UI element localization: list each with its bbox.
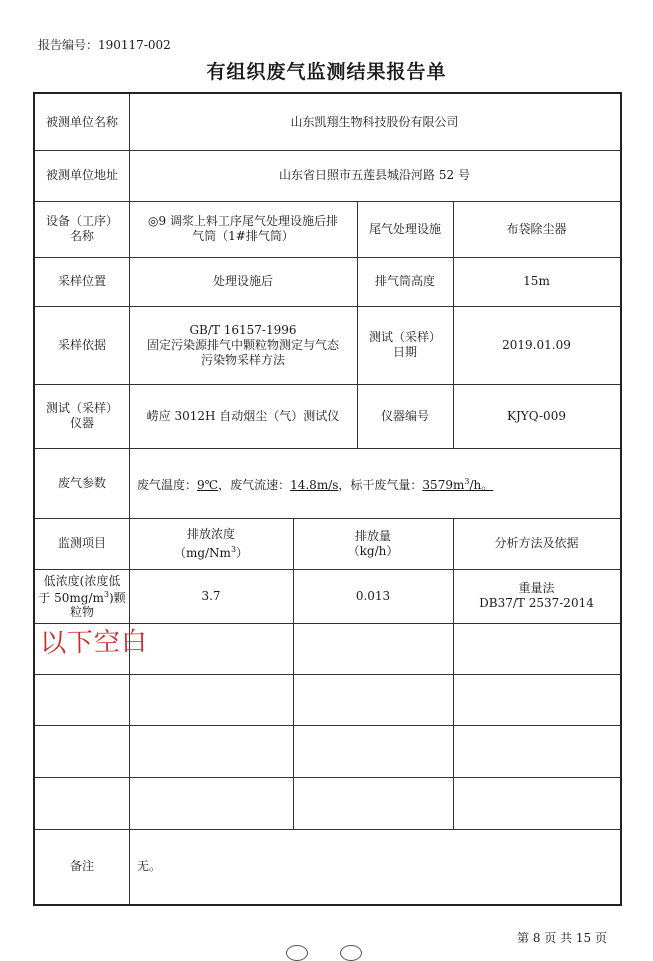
report-number: 报告编号：190117-002 (38, 38, 171, 52)
equipment-value-line1: ◎9 调浆上料工序尾气处理设施后排 (148, 214, 338, 228)
binding-hole-icon (286, 945, 308, 961)
equipment-label-line2: 名称 (69, 229, 94, 243)
emission-header-line2: （kg/h） (347, 543, 399, 558)
gas-flow-label: ，标干废气量： (338, 477, 423, 492)
unit-address-label: 被测单位地址 (45, 168, 118, 182)
gas-params-label: 废气参数 (57, 475, 106, 490)
row-divider (35, 674, 620, 675)
conc-header-line1: 排放浓度 (186, 526, 235, 541)
results-header-item: 监测项目 (57, 536, 106, 550)
results-header-concentration (129, 518, 293, 569)
test-date-value: 2019.01.09 (502, 337, 571, 352)
gas-speed-label: ，废气流速： (218, 477, 291, 492)
gas-flow-unit: /h。 (469, 477, 494, 492)
sampling-basis-label: 采样依据 (57, 337, 106, 352)
remarks-value: 无。 (137, 859, 162, 873)
gas-temp-value: 9℃ (197, 477, 219, 492)
unit-name-label: 被测单位名称 (45, 114, 118, 129)
sampling-basis-value (129, 306, 357, 384)
page-number: 第 8 页 共 15 页 (517, 931, 607, 945)
row-divider (35, 777, 620, 778)
row-divider (35, 725, 620, 726)
results-header-emission (293, 518, 453, 569)
unit-name-value: 山东凯翔生物科技股份有限公司 (290, 114, 459, 129)
result-item-line1: 低浓度(浓度低 (43, 573, 121, 588)
gas-flow-sup: 3 (464, 476, 470, 486)
instrument-label (35, 384, 129, 448)
equipment-label (35, 201, 129, 257)
gas-params-value (129, 448, 620, 518)
instrument-label-line2: 仪器 (69, 416, 94, 430)
result-method-line2: DB37/T 2537-2014 (479, 596, 594, 610)
result-item (35, 569, 129, 623)
instrument-label-line1: 测试（采样） (45, 401, 118, 415)
equipment-label-line1: 设备（工序） (45, 214, 118, 228)
instrument-number-value: KJYQ-009 (507, 408, 566, 423)
conc-header-close: ） (236, 545, 249, 560)
sampling-location-value: 处理设施后 (212, 274, 273, 288)
gas-flow-value: 3579m (422, 477, 465, 492)
standard-code: GB/T 16157-1996 (189, 322, 297, 337)
report-table (33, 92, 622, 906)
emission-header-line1: 排放量 (354, 528, 391, 543)
result-item-line2b: )颗 (108, 590, 126, 605)
result-method (453, 569, 620, 623)
facility-value: 布袋除尘器 (506, 221, 567, 236)
unit-address-value: 山东省日照市五莲县城沿河路 52 号 (279, 168, 470, 182)
result-emission: 0.013 (355, 588, 391, 603)
result-item-line2a: 于 50mg/m (38, 590, 104, 605)
binding-hole-icon (340, 945, 362, 961)
blank-below-stamp: 以下空白 (39, 627, 149, 659)
result-item-sup: 3 (103, 589, 109, 599)
remarks-label: 备注 (69, 859, 94, 873)
sampling-location-label: 采样位置 (57, 274, 106, 288)
test-date-label (357, 306, 453, 384)
result-item-line3: 粒物 (69, 604, 94, 619)
results-header-method: 分析方法及依据 (494, 536, 579, 550)
facility-label: 尾气处理设施 (368, 221, 441, 236)
standard-name-line2: 污染物采样方法 (200, 352, 285, 367)
standard-name-line1: 固定污染源排气中颗粒物测定与气态 (146, 337, 339, 352)
gas-speed-value: 14.8m/s (290, 477, 339, 492)
conc-header-line2: （mg/Nm (173, 545, 231, 560)
test-date-label-line2: 日期 (392, 345, 417, 359)
conc-header-sup: 3 (230, 544, 237, 554)
result-concentration: 3.7 (201, 588, 221, 603)
result-method-line1: 重量法 (518, 581, 555, 595)
stack-height-value: 15m (523, 274, 550, 288)
test-date-label-line1: 测试（采样） (368, 330, 441, 344)
instrument-number-label: 仪器编号 (380, 408, 429, 423)
stack-height-label: 排气筒高度 (374, 274, 435, 288)
gas-temp-label: 废气温度： (137, 477, 198, 492)
equipment-value-line2: 气筒（1#排气筒） (192, 229, 294, 243)
instrument-value: 崂应 3012H 自动烟尘（气）测试仪 (146, 408, 340, 423)
report-title: 有组织废气监测结果报告单 (206, 61, 447, 83)
equipment-value (129, 201, 357, 257)
